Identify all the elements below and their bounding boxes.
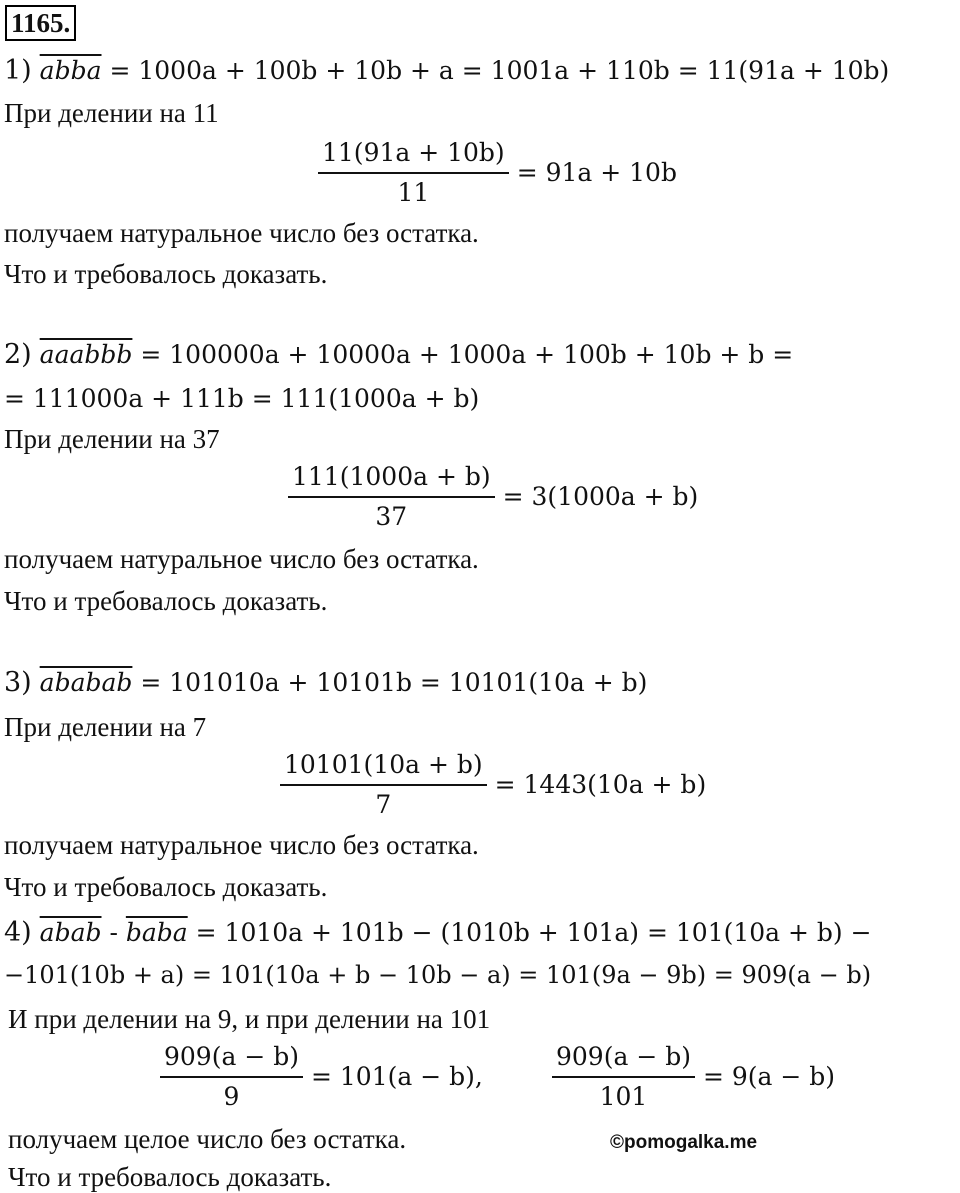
part3-frac-result: = 1443(10a + b) bbox=[494, 770, 707, 799]
part4-frac2-den: 101 bbox=[599, 1082, 648, 1111]
part1-fraction bbox=[318, 138, 677, 208]
part4-frac1-num: 909(a − b) bbox=[160, 1042, 303, 1078]
part3-conclusion: получаем натуральное число без остатка. bbox=[4, 830, 479, 860]
part4-line1: = 1010a + 101b − (1010b + 101a) = 101(10a + b) − bbox=[195, 918, 872, 947]
part4-frac1-den: 9 bbox=[223, 1082, 240, 1111]
part2-frac-num: 111(1000a + b) bbox=[288, 462, 495, 498]
part3-line: = 101010a + 10101b = 10101(10a + b) bbox=[140, 668, 648, 697]
part4-frac2-num: 909(a − b) bbox=[552, 1042, 695, 1078]
part4-conclusion: получаем целое число без остатка. bbox=[8, 1124, 407, 1154]
part1-frac-num: 11(91a + 10b) bbox=[318, 138, 509, 174]
problem-number: 1165. bbox=[5, 5, 76, 41]
overline-ababab: ababab bbox=[39, 668, 133, 697]
part3-fraction bbox=[280, 750, 706, 820]
part2-conclusion: получаем натуральное число без остатка. bbox=[4, 544, 479, 574]
part2-line1: = 100000a + 10000a + 1000a + 100b + 10b + b = bbox=[140, 340, 794, 369]
overline-baba: baba bbox=[125, 918, 188, 947]
part1-label: 1) bbox=[4, 55, 32, 86]
part1-frac-den: 11 bbox=[397, 178, 430, 207]
part4-label: 4) bbox=[4, 917, 32, 948]
part3-division-text: При делении на 7 bbox=[4, 712, 207, 742]
part4-frac1-result: = 101(a − b), bbox=[310, 1062, 483, 1091]
part4-frac2-result: = 9(a − b) bbox=[702, 1062, 836, 1091]
part4-equation-line2: −101(10b + a) = 101(10a + b − 10b − a) = 101(9a − 9b) = 909(a − b) bbox=[4, 961, 872, 989]
part2-frac-result: = 3(1000a + b) bbox=[502, 482, 699, 511]
part3-qed: Что и требовалось доказать. bbox=[4, 872, 328, 902]
part2-frac-den: 37 bbox=[375, 502, 408, 531]
part1-frac-result: = 91a + 10b bbox=[516, 158, 677, 187]
part2-equation-line2: = 111000a + 111b = 111(1000a + b) bbox=[4, 384, 480, 413]
part3-frac-den: 7 bbox=[375, 790, 392, 819]
part1-conclusion: получаем натуральное число без остатка. bbox=[4, 218, 479, 248]
part1-line: = 1000a + 100b + 10b + a = 1001a + 110b = 11(91a + 10b) bbox=[109, 56, 890, 85]
part2-equation-line1 bbox=[4, 340, 793, 370]
part4-fraction-1 bbox=[160, 1042, 483, 1112]
part1-division-text: При делении на 11 bbox=[4, 98, 219, 128]
overline-aaabbb: aaabbb bbox=[39, 340, 133, 369]
part3-equation bbox=[4, 668, 647, 698]
part4-minus: - bbox=[109, 918, 118, 947]
part2-qed: Что и требовалось доказать. bbox=[4, 586, 328, 616]
overline-abba: abba bbox=[39, 56, 102, 85]
part3-label: 3) bbox=[4, 667, 32, 698]
part4-equation-line1 bbox=[4, 918, 872, 948]
part4-division-text: И при делении на 9, и при делении на 101 bbox=[8, 1004, 491, 1034]
part2-fraction bbox=[288, 462, 698, 532]
part1-equation bbox=[4, 56, 889, 86]
part1-qed: Что и требовалось доказать. bbox=[4, 259, 328, 289]
watermark: ©pomogalka.me bbox=[610, 1132, 758, 1153]
part2-division-text: При делении на 37 bbox=[4, 424, 220, 454]
part4-fraction-2 bbox=[552, 1042, 835, 1112]
part3-frac-num: 10101(10a + b) bbox=[280, 750, 487, 786]
overline-abab: abab bbox=[39, 918, 102, 947]
part4-qed: Что и требовалось доказать. bbox=[8, 1162, 332, 1192]
part2-label: 2) bbox=[4, 339, 32, 370]
